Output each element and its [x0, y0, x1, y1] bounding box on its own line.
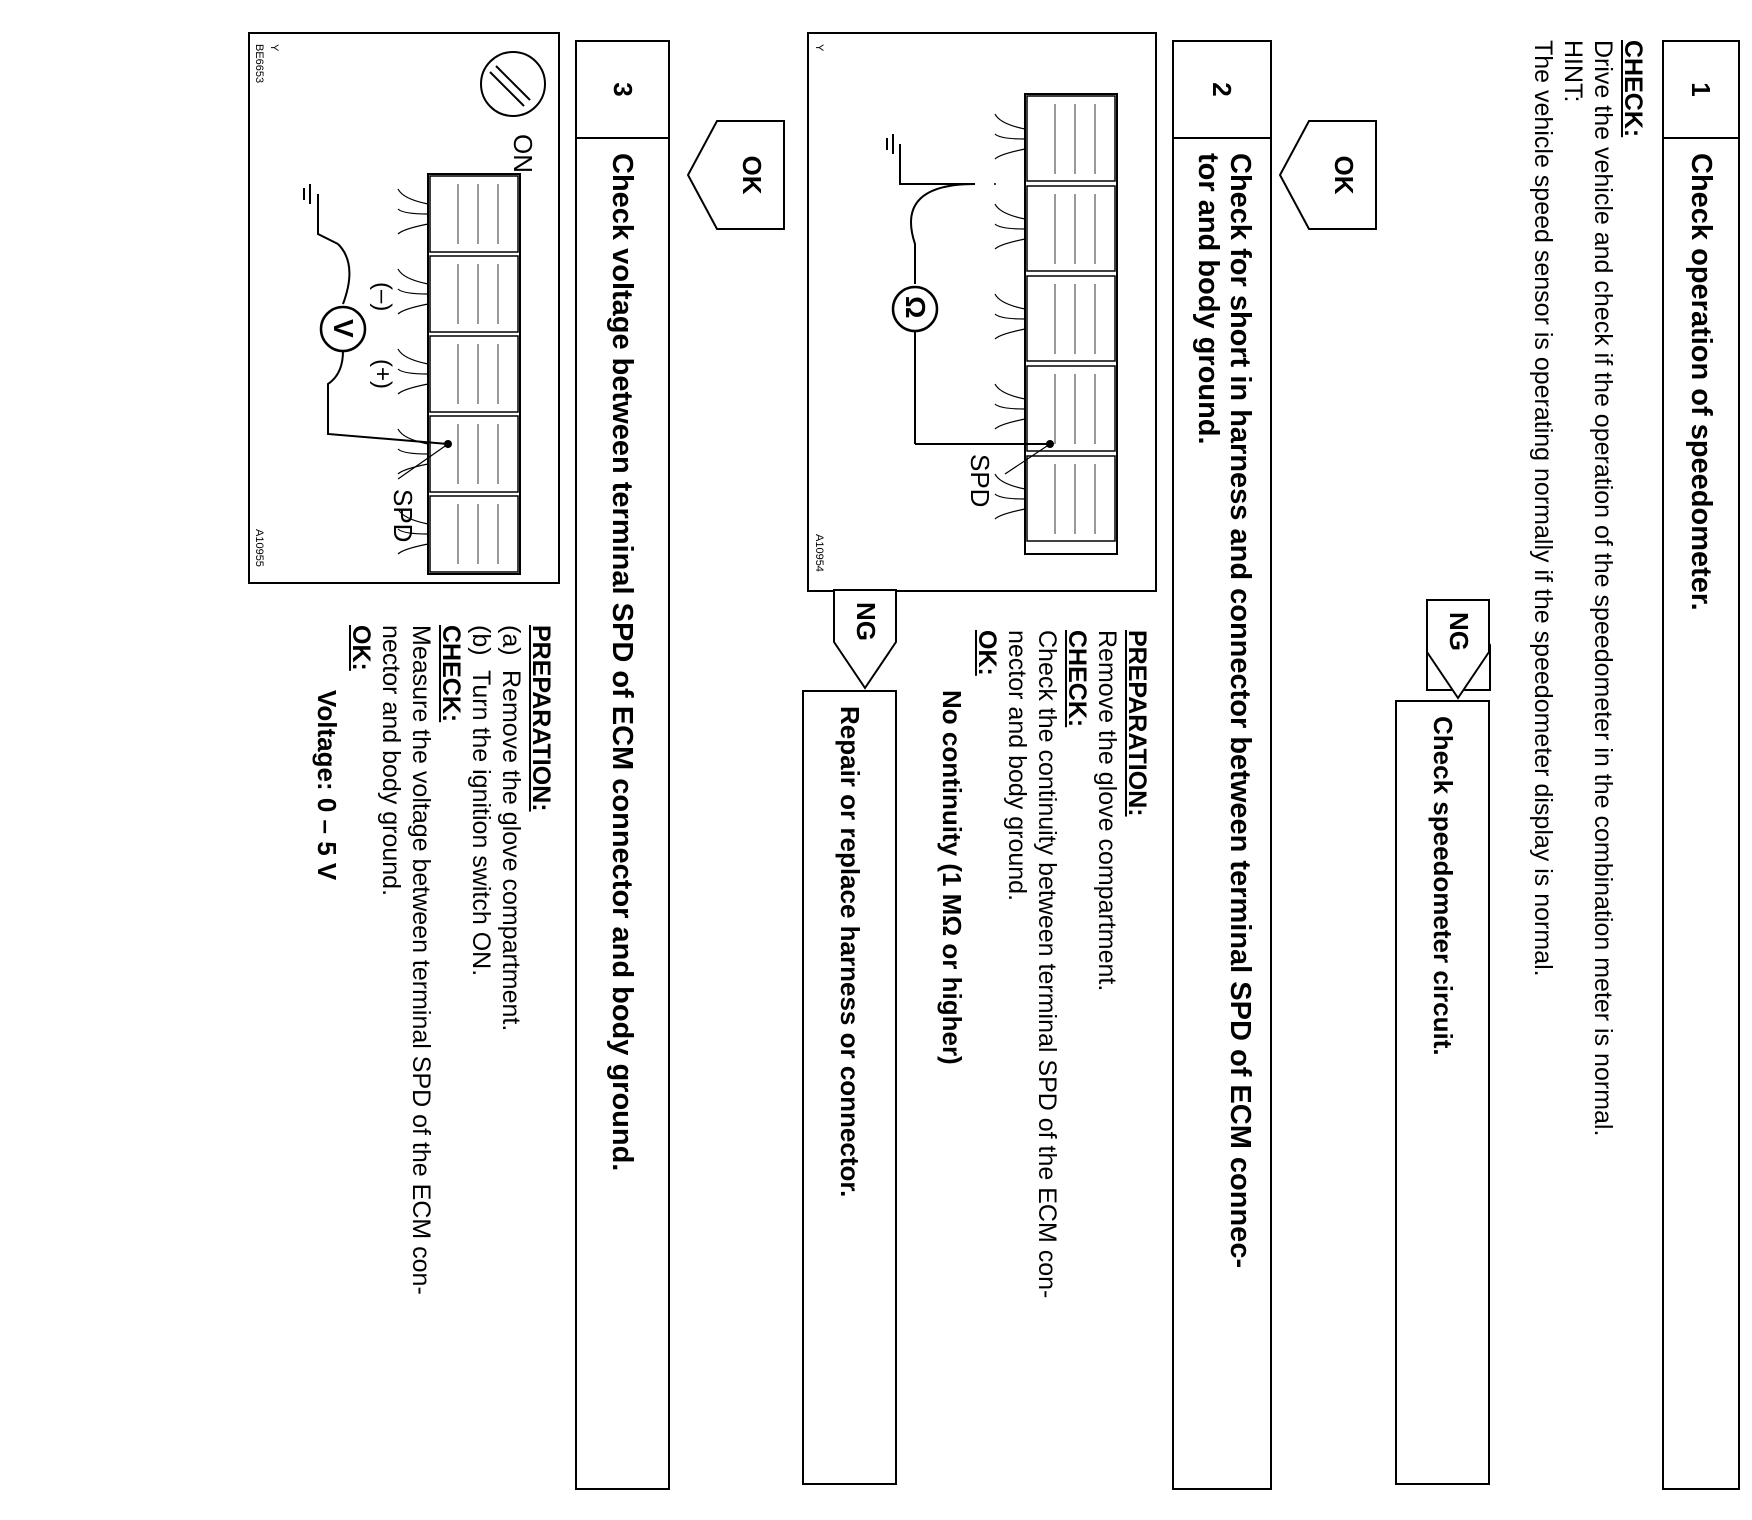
step3-fig-code2: BE6653 — [253, 44, 265, 84]
ecm-connector-ohmmeter-diagram — [805, 34, 1155, 594]
step2-y-mark: Y — [813, 44, 825, 52]
step3-prep-a: Remove the glove compartment. — [497, 670, 525, 1032]
step2-title-line2: tor and body ground. — [1192, 153, 1224, 445]
step1-check-label: CHECK: — [1619, 40, 1647, 138]
step2-figure — [807, 32, 1157, 592]
step2-ok-label: OK: — [973, 630, 1001, 676]
step2-fig-code: A10954 — [813, 534, 825, 572]
voltmeter-symbol: V — [328, 319, 359, 338]
step1-ok-arrow — [1279, 120, 1377, 230]
step3-fig-code: A10955 — [253, 529, 265, 567]
step2-ok-arrow — [687, 120, 785, 230]
voltmeter-plus: (+) — [369, 359, 396, 389]
step3-prep-b: Turn the ignition switch ON. — [467, 670, 495, 977]
step3-check-line1: Measure the voltage between terminal SPD of the ECM con- — [407, 625, 435, 1295]
step2-title — [1174, 139, 1270, 1488]
step3-title: Check voltage between terminal SPD of ECM connector and body ground. — [606, 153, 639, 1172]
step2-prep-label: PREPARATION: — [1123, 630, 1151, 817]
step3-prep-a-marker: (a) — [497, 625, 525, 656]
step1-ng-result: Check speedometer circuit. — [1395, 700, 1490, 1485]
step1-ng-label: NG — [1444, 612, 1474, 651]
step3-prep-label: PREPARATION: — [527, 625, 555, 812]
step3-spd-label: SPD — [388, 489, 418, 543]
step3-ok-label: OK: — [347, 625, 375, 671]
step2-ng-result: Repair or replace harness or connector. — [802, 690, 897, 1485]
step2-ok-value: No continuity (1 MΩ or higher) — [937, 690, 967, 1065]
step2-check-line2: nector and body ground. — [1003, 630, 1031, 902]
step2-ng-tag — [833, 590, 897, 690]
step1-ok-label: OK — [1329, 155, 1359, 195]
step2-spd-label: SPD — [965, 454, 995, 508]
step1-hint-text: The vehicle speed sensor is operating normally if the speedometer display is normal. — [1529, 40, 1557, 977]
step1-ng-tag — [1426, 600, 1490, 700]
step3-check-line2: nector and body ground. — [377, 625, 405, 897]
step3-on-label: ON — [508, 134, 538, 173]
step2-header — [1172, 40, 1272, 1490]
step1-title: Check operation of speedometer. — [1685, 153, 1717, 611]
step2-flow-ok-label: OK — [737, 155, 767, 195]
step1-number: 1 — [1664, 42, 1738, 139]
step3-header — [575, 40, 670, 1490]
step2-prep-text: Remove the glove compartment. — [1093, 630, 1121, 992]
step3-figure — [248, 32, 560, 584]
step1-check-text: Drive the vehicle and check if the operation of the speedometer in the combination meter is normal. — [1589, 40, 1617, 1137]
step3-ok-value: Voltage: 0 – 5 V — [312, 690, 342, 881]
ohmmeter-symbol: Ω — [900, 296, 931, 319]
step2-title-line1: Check for short in harness and connector between terminal SPD of ECM connec- — [1224, 153, 1256, 1269]
step3-prep-b-marker: (b) — [467, 625, 495, 656]
voltmeter-minus: (–) — [369, 282, 396, 312]
step2-check-line1: Check the continuity between terminal SPD of the ECM con- — [1033, 630, 1061, 1299]
step1-hint-label: HINT: — [1559, 40, 1587, 103]
step2-check-label: CHECK: — [1063, 630, 1091, 728]
step3-y-mark: Y — [268, 44, 280, 52]
step3-check-label: CHECK: — [437, 625, 465, 723]
step2-number: 2 — [1174, 42, 1270, 139]
step2-ng-label: NG — [851, 602, 881, 641]
step3-number: 3 — [577, 42, 668, 139]
